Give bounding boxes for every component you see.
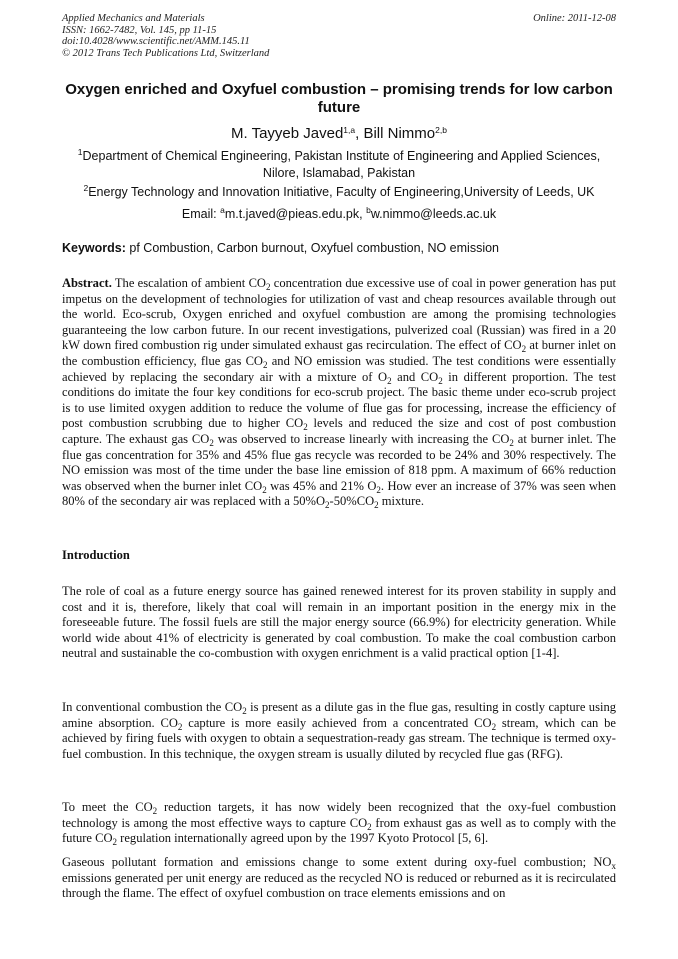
subscript: 2 (509, 437, 514, 448)
intro-paragraph-2 (62, 700, 616, 762)
issn-line: ISSN: 1662-7482, Vol. 145, pp 11-15 (62, 24, 217, 36)
subscript: 2 (303, 422, 308, 433)
author-list (62, 124, 616, 144)
email-link-a[interactable]: m.t.javed@pieas.edu.pk (224, 207, 360, 221)
abstract-text: and NO emission was studied. The test conditions were essentially achieved by replacing the secondary air with a mixture of O (62, 353, 616, 384)
subscript: 2 (374, 500, 379, 511)
paragraph-text: emissions generated per unit energy are reduced as the recycled NO is reduced or reburned as it is recirculated through the flame. The effect of oxyfuel combustion on trace elements emissions and on (62, 870, 616, 901)
intro-paragraph-1: The role of coal as a future energy source has gained renewed interest for its proven stability in supply and cost and it is, therefore, likely that coal will remain in an important position in the energy mix in the foreseeable future. The fossil fuels are still the major energy source (66.9%) for electricity generation. While world wide about 41% of electricity is generated by coal combustion. To make the coal combustion carbon neutral and sustainable the co-combustion with oxygen enrichment is a valid practical option [1-4]. (62, 584, 616, 661)
keywords (62, 240, 616, 256)
author-2-sup: 2,b (435, 125, 447, 135)
email-b-sup: b (366, 205, 371, 215)
subscript: 2 (263, 359, 268, 370)
abstract-text: . How ever an increase of 37% was seen when 80% of the secondary air was replaced with a 50%O (62, 478, 617, 509)
paragraph-text: Gaseous pollutant formation and emissions change to some extent during oxy-fuel combustion; NO (62, 855, 612, 869)
author-1-sup: 1,a (343, 125, 356, 135)
paragraph-text: capture is more easily achieved from a concentrated CO (182, 715, 492, 730)
doi-line[interactable]: doi:10.4028/www.scientific.net/AMM.145.11 (62, 36, 250, 47)
paper-title: Oxygen enriched and Oxyfuel combustion – promising trends for low carbon future (65, 81, 613, 116)
subscript: 2 (262, 484, 267, 495)
subscript: 2 (266, 282, 271, 292)
abstract-text: and CO (391, 369, 439, 384)
subscript: 2 (438, 375, 443, 386)
subscript: 2 (152, 806, 158, 816)
subscript: 2 (112, 837, 118, 848)
intro-paragraph-3 (62, 800, 616, 847)
author-1-name: M. Tayyeb Javed (231, 125, 344, 142)
subscript: 2 (242, 706, 247, 716)
subscript: 2 (367, 821, 372, 832)
subscript: 2 (521, 344, 527, 355)
affiliation-1 (62, 148, 616, 182)
abstract-text: at burner inlet. The flue gas concentration for 35% and 45% flue gas recycle was recorded to be 24% and 30% respectively. The NO emission was most of the time under the base line emission of 818 ppm. A maximum of 66% reduction was observed when the burner inlet CO (62, 431, 616, 493)
subscript: 2 (325, 500, 330, 511)
paragraph-text: In conventional combustion the CO (62, 700, 243, 714)
subscript: 2 (387, 375, 392, 386)
affiliation-2-num: 2 (83, 183, 89, 193)
paragraph-text: from exhaust gas as well as to comply with the future CO (62, 815, 617, 846)
intro-paragraph-4 (62, 855, 616, 902)
journal-header (62, 13, 616, 59)
subscript: 2 (376, 484, 381, 495)
affiliation-1-num: 1 (77, 147, 83, 157)
paragraph-text: To meet the CO (62, 800, 153, 814)
author-2-name: Bill Nimmo (363, 125, 436, 142)
copyright-line: © 2012 Trans Tech Publications Ltd, Switzerland (62, 47, 270, 59)
abstract-text: in different proportion. The test conditions do imitate the four key conditions for eco-scrub project. The basic theme under eco-scrub project is to use limited oxygen addition to reduce the volume of flue gas for processing, increase the efficiency of post combustion scrubbing due to higher CO (62, 369, 616, 431)
subscript: 2 (491, 721, 497, 732)
abstract-label: Abstract. (62, 276, 112, 290)
email-line (62, 206, 616, 223)
author-separator: , (355, 125, 364, 142)
abstract-text: at burner inlet on the combustion efficiency, flue gas CO (62, 338, 616, 368)
journal-name: Applied Mechanics and Materials (62, 13, 205, 24)
subscript: 2 (209, 437, 214, 448)
abstract-text: was observed to increase linearly with increasing the CO (213, 431, 510, 446)
keywords-label: Keywords: (62, 241, 126, 255)
paragraph-text: regulation internationally agreed upon by the 1997 Kyoto Protocol [5, 6]. (117, 831, 489, 846)
abstract-text: concentration due excessive use of coal in power generation has put impetus on the development of technologies for utilization of vast and cheap resources available through out the world. Eco-scrub, Oxygen enriched and oxyfuel combustion are among the promising technologies guaranteeing the low carbon future. In our recent investigations, pulverized coal (Russian) was fired in a 20 kW down fired combustion rig under simulated exhaust gas recirculation. The effect of CO (62, 276, 616, 353)
affiliation-1-text: Department of Chemical Engineering, Pakistan Institute of Engineering and Applied Sciences, Nilore, Islamabad, Pakistan (82, 149, 601, 180)
email-label: Email: (181, 207, 221, 221)
affiliation-2 (62, 184, 616, 201)
paragraph-text: is present as a dilute gas in the flue gas, resulting in costly capture using amine absorption. CO (62, 700, 616, 730)
abstract-text: levels and reduced the size and cost of post combustion capture. The exhaust gas CO (62, 416, 616, 446)
email-link-b[interactable]: w.nimmo@leeds.ac.uk (370, 207, 497, 221)
affiliation-2-text: Energy Technology and Innovation Initiative, Faculty of Engineering,University of Leeds, UK (88, 185, 595, 199)
online-date: Online: 2011-12-08 (533, 13, 616, 24)
abstract-text: mixture. (378, 494, 424, 509)
abstract-text: -50%CO (329, 494, 375, 509)
section-heading-introduction: Introduction (62, 548, 130, 562)
subscript: x (611, 861, 616, 871)
abstract-text: was 45% and 21% O (266, 478, 377, 493)
email-separator: , (359, 207, 367, 221)
subscript: 2 (177, 721, 183, 732)
abstract (62, 276, 616, 510)
paragraph-text: reduction targets, it has now widely been recognized that the oxy-fuel combustion technology is among the most effective ways to capture CO (62, 800, 616, 830)
email-a-sup: a (220, 205, 225, 215)
keywords-text: pf Combustion, Carbon burnout, Oxyfuel combustion, NO emission (129, 241, 500, 255)
paragraph-text: stream, which can be achieved by firing fuels with oxygen to obtain a sequestration-ready gas stream. The technique is termed oxy-fuel combustion. In this technique, the oxygen stream is usually diluted by recycled flue gas (RFG). (62, 715, 617, 761)
abstract-text: The escalation of ambient CO (114, 276, 266, 290)
